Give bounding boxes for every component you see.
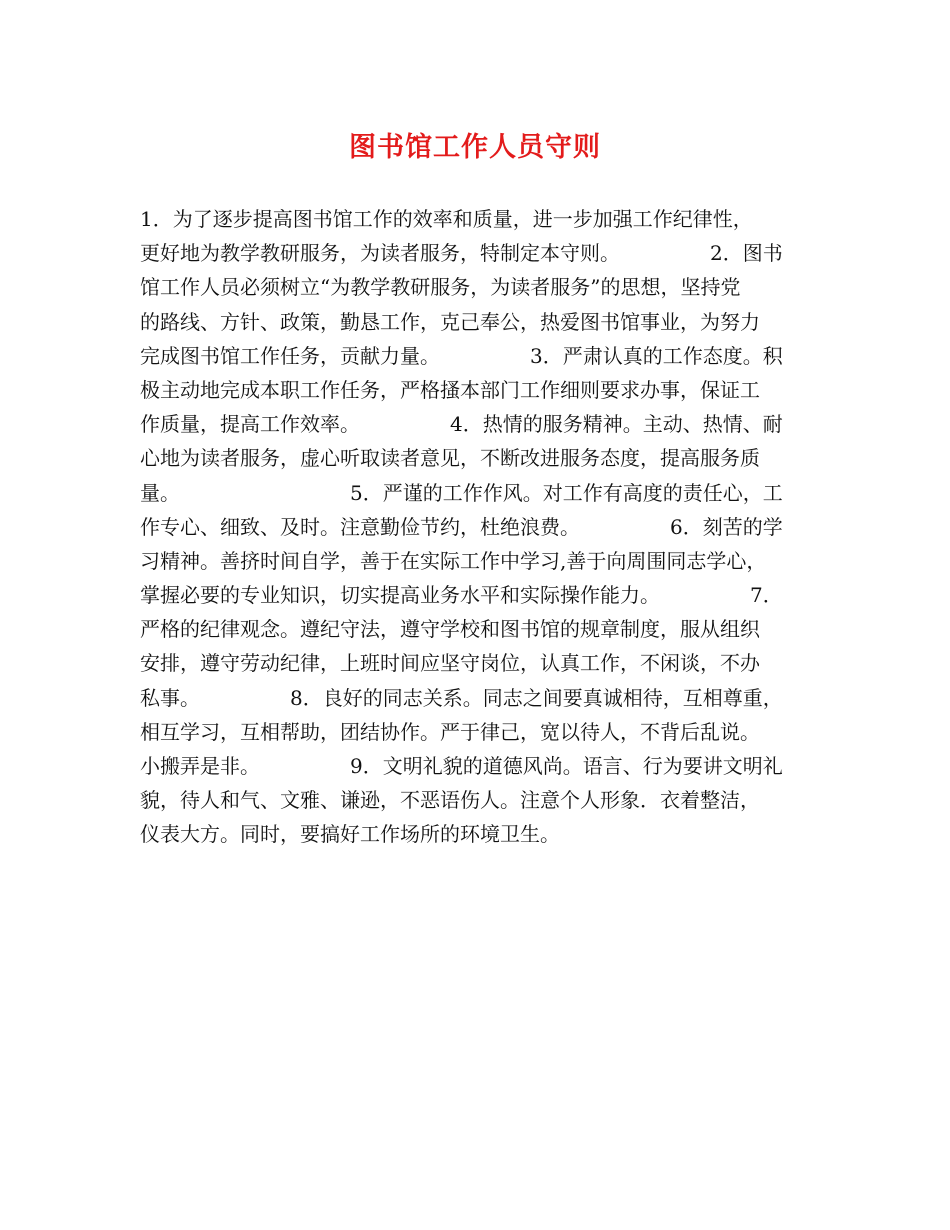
body-line: 私事。 8．良好的同志关系。同志之间要真诚相待，互相尊重，	[140, 685, 783, 710]
document-body	[140, 202, 820, 852]
body-line: 更好地为教学教研服务，为读者服务，特制定本守则。 2．图书	[140, 241, 783, 266]
body-line: 1．为了逐步提高图书馆工作的效率和质量，进一步加强工作纪律性，	[140, 207, 753, 231]
body-line: 量。 5．严谨的工作作风。对工作有高度的责任心，工	[140, 480, 783, 505]
body-line: 完成图书馆工作任务，贡献力量。 3．严肃认真的工作态度。积	[140, 343, 783, 368]
body-line: 极主动地完成本职工作任务，严格搔本部门工作细则要求办事，保证工	[140, 377, 760, 402]
document-title: 图书馆工作人员守则	[349, 132, 601, 163]
body-line: 心地为读者服务，虚心听取读者意见，不断改进服务态度，提高服务质	[140, 446, 760, 471]
body-line: 习精神。善挤时间自学，善于在实际工作中学习,善于向周围同志学心，	[140, 548, 767, 573]
body-line: 馆工作人员必须树立“为教学教研服务，为读者服务”的思想，坚持党	[140, 275, 741, 300]
body-line: 貌，待人和气、文雅、谦逊，不恶语伤人。注意个人形象．衣着整洁，	[140, 788, 760, 813]
body-line: 掌握必要的专业知识，切实提高业务水平和实际操作能力。 7．	[140, 583, 783, 608]
body-line: 相互学习，互相帮助，团结协作。严于律己，宽以待人，不背后乱说。	[140, 719, 760, 744]
body-line: 作质量，提高工作效率。 4．热情的服务精神。主动、热情、耐	[140, 412, 783, 437]
body-line: 安排，遵守劳动纪律，上班时间应坚守岗位，认真工作，不闲谈，不办	[140, 651, 760, 676]
body-line: 仪表大方。同时，要搞好工作场所的环境卫生。	[140, 822, 560, 847]
body-line: 小搬弄是非。 9．文明礼貌的道德风尚。语言、行为要讲文明礼	[140, 754, 783, 778]
body-line: 严格的纪律观念。遵纪守法，遵守学校和图书馆的规章制度，服从组织	[140, 617, 760, 642]
body-line: 作专心、细致、及时。注意勤俭节约，杜绝浪费。 6．刻苦的学	[140, 514, 783, 539]
body-line: 的路线、方针、政策，勤恳工作，克己奉公，热爱图书馆事业，为努力	[140, 309, 760, 334]
